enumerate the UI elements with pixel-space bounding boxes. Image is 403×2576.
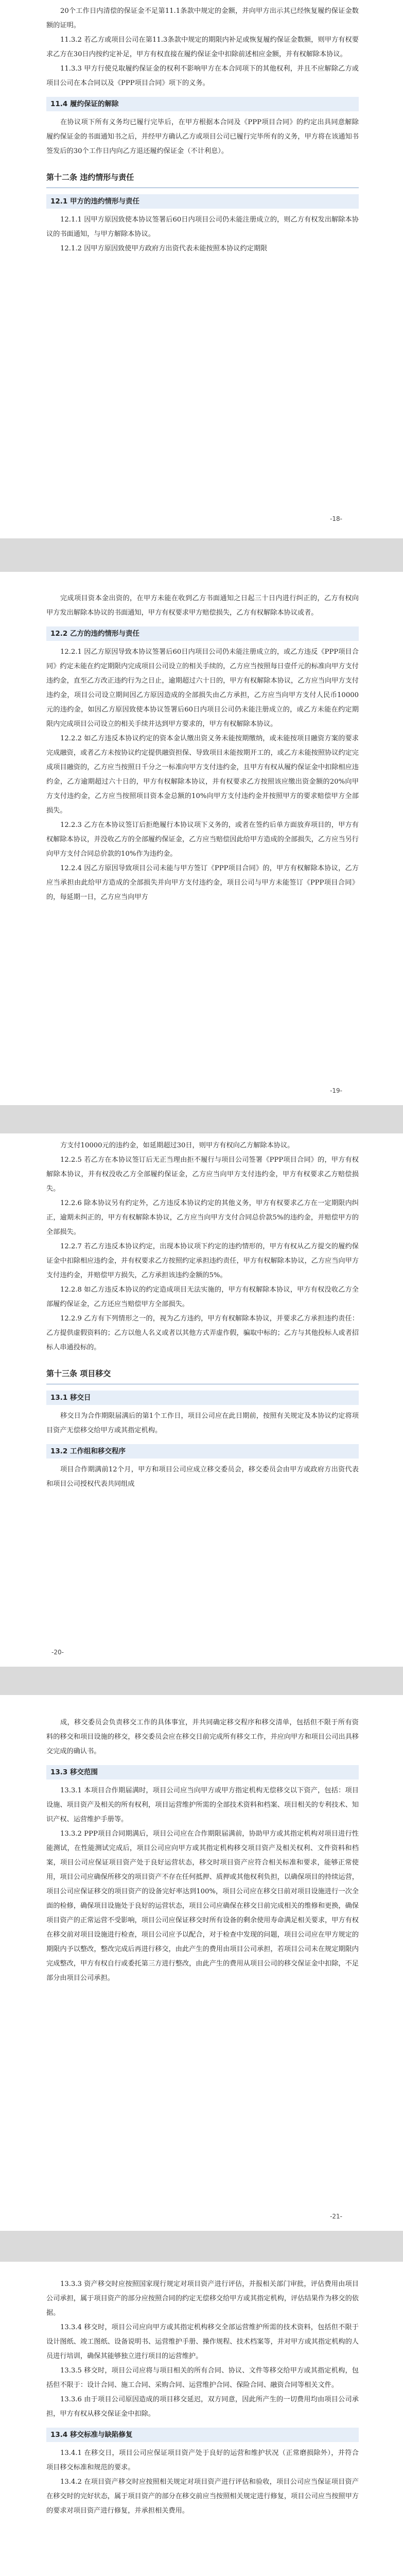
paragraph: 12.2.5 若乙方在本协议签订后无正当理由拒不履行与项目公司签署《PPP项目合同》的，甲方有权解除本协议，并有权没收乙方全部履约保证金，乙方应当向甲方支付违约金，甲方有权要求乙方赔偿损失。 [46,1156,359,1193]
page-number: -19- [330,1087,342,1094]
paragraph: 12.2.1 因乙方原因导致本协议签署后60日内项目公司仍未能注册成立的，或乙方违反《PPP项目合同》约定未能在约定期限内完成项目公司设立的相关手续的，乙方应当按照每日壹仟元的标准向甲方支付违约金，直至乙方改正违约行为之日止，逾期超过六十日的，甲方有权解除本协议，乙方应当向甲方支付违约金，项目公司设立期间因乙方原因造成的全部损失由乙方承担，乙方应当向甲方支付人民币10000元的违约金，如因乙方原因致使本协议签署后60日内项目公司仍未能注册成立的，或乙方未能在约定期限内完成项目公司设立的相关手续并达到甲方要求的，甲方有权解除本协议。 [46,648,359,728]
page-content [46,591,359,905]
section-heading: 13.1 移交日 [46,1391,359,1405]
paragraph: 13.3.3 资产移交时应按照国家现行规定对项目资产进行评估，并报相关部门审批，评估费用由项目公司承担，属于项目资产的部分应按照合同的约定无偿移交给甲方或其指定机构，评估结果作为移交的依据。 [46,2280,359,2317]
paragraph: 移交日为合作期限届满后的第1个工作日，项目公司应在此日期前，按照有关规定及本协议约定将项目资产无偿移交给甲方或其指定机构。 [46,1412,359,1434]
paragraph: 12.1.1 因甲方原因致使本协议签署后60日内项目公司仍未能注册成立的，则乙方有权发出解除本协议的书面通知，与甲方解除本协议。 [46,216,359,238]
paragraph: 13.3.2 PPP项目合同期满后，项目公司应在合作期限届满前，协助甲方或其指定机构对项目进行性能测试，在性能测试完成后，项目公司应向甲方或其指定机构移交项目资产及相关权利、文件资料和档案，项目公司应保证项目资产处于良好运营状态，移交时项目资产应符合相关标准和要求，能够正常使用，项目公司应确保所移交的项目资产不存在任何抵押、质押或其他权利负担，以确保项目的持续运营，项目公司应保证移交的项目资产的设备完好率达到100%，项目公司应在移交日前对项目设施进行一次全面的检修，确保项目设施处于良好的运营状态，项目公司应确保在移交日前完成相关的维修和更换，确保项目资产的正常运营不受影响，项目公司应保证移交时所有设备的剩余使用寿命满足相关要求，甲方有权在移交前对项目设施进行检查，项目公司应予以配合，对于检查中发现的问题，项目公司应在甲方规定的期限内予以整改，整改完成后再进行移交，由此产生的费用由项目公司承担，若项目公司未在规定期限内完成整改，甲方有权自行或委托第三方进行整改，由此产生的费用从项目公司的移交保证金中扣除，不足部分由项目公司承担。 [46,1830,359,1982]
chapter-heading: 第十二条 违约情形与责任 [46,173,134,182]
document-page-3 [0,1133,403,1667]
paragraph: 在协议项下所有义务均已履行完毕后，在甲方根据本合同及《PPP项目合同》的约定出具同意解除履约保证金的书面通知书之后，并经甲方确认乙方或项目公司已履行完毕所有的义务，甲方将在该通知书签发后的30个工作日内向乙方退还履约保证金（不计利息）。 [46,118,359,155]
paragraph: 12.2.3 乙方在本协议签订后拒绝履行本协议项下义务的，或者在签约后单方面放弃项目的，甲方有权解除本协议，并没收乙方的全部履约保证金，乙方应当赔偿因此给甲方造成的全部损失，乙方应当另行向甲方支付合同总价款的10%作为违约金。 [46,821,359,858]
paragraph: 项目合作期满前12个月，甲方和项目公司应成立移交委员会，移交委员会由甲方或政府方出资代表和项目公司授权代表共同组成 [46,1466,359,1488]
paragraph: 成，移交委员会负责移交工作的具体事宜，并共同确定移交程序和移交清单，包括但不限于所有资料的移交和项目设施的移交，移交委员会应在移交日前完成所有移交工作，并应向甲方和项目公司出具移交完成的确认书。 [46,1719,359,1755]
chapter-heading: 第十三条 项目移交 [46,1369,111,1378]
paragraph: 完成项目资本金出资的，在甲方未能在收到乙方书面通知之日起三十日内进行纠正的，乙方有权向甲方发出解除本协议的书面通知，甲方有权要求甲方赔偿损失，乙方有权解除本协议或者。 [46,595,359,617]
document-page-5 [0,2262,403,2576]
paragraph: 20个工作日内清偿的保证金不足第11.1条款中规定的金额，并向甲方出示其已经恢复履约保证金数额的证明。 [46,7,359,29]
paragraph: 11.3.2 若乙方或项目公司在第11.3条款中规定的期限内补足或恢复履约保证金数额，则甲方有权要求乙方在30日内按约定补足，甲方有权直接在履约保证金中扣除前述相应金额，并有权解除本协议。 [46,36,359,58]
paragraph: 13.3.6 由于项目公司原因造成的项目移交延迟，双方同意，因此所产生的一切费用均由项目公司承担，甲方有权从移交保证金中扣除。 [46,2396,359,2418]
document-page-2 [0,572,403,1105]
paragraph: 11.3.3 甲方行使兑取履约保证金的权利不影响甲方在本合同项下的其他权利，并且不应解除乙方或项目公司在本合同以及《PPP项目合同》项下的义务。 [46,65,359,87]
paragraph: 12.2.2 如乙方违反本协议约定的资本金认缴出资义务未能按期缴纳，或未能按项目融资方案的要求完成融资，或者乙方未按协议约定提供融资担保、导致项目未能按期开工的，或乙方未能按照协议约定完成项目融资的，乙方应当按照日千分之一标准向甲方支付违约金，且甲方有权从履约保证金中扣除相应违约金，乙方逾期超过六十日的，甲方有权解除本协议，并有权要求乙方按照该应缴出资金额的20%向甲方支付违约金，乙方应当按照项目资本金总额的10%向甲方支付违约金并按照甲方的要求赔偿甲方全部损失。 [46,735,359,815]
page-number: -21- [330,2213,342,2220]
paragraph: 12.2.8 如乙方违反本协议的约定造成项目无法实施的，甲方有权解除本协议，甲方有权没收乙方全部履约保证金，乙方还应当赔偿甲方全部损失。 [46,1286,359,1308]
paragraph: 13.3.4 移交时，项目公司应向甲方或其指定机构移交全部运营维护所需的技术资料，包括但不限于设计图纸、竣工图纸、设备说明书、运营维护手册、操作规程、技术档案等，并对甲方或其指定机构的人员进行培训，确保其能够独立进行项目的运营维护。 [46,2324,359,2360]
paragraph: 12.2.7 若乙方违反本协议约定，出现本协议项下约定的违约情形的，甲方有权从乙方提交的履约保证金中扣除相应违约金，并有权要求乙方按照约定承担违约责任，甲方有权解除本协议，乙方应当向甲方支付违约金，并赔偿甲方损失，乙方承担该违约金额的5%。 [46,1243,359,1279]
paragraph: 12.2.6 除本协议另有约定外，乙方违反本协议约定的其他义务，甲方有权要求乙方在一定期限内纠正，逾期未纠正的，甲方有权解除本协议，乙方应当向甲方支付合同总价款5%的违约金，并赔偿甲方的全部损失。 [46,1199,359,1236]
paragraph: 方支付10000元的违约金，如延期超过30日，则甲方有权向乙方解除本协议。 [60,1142,294,1149]
paragraph: 13.3.5 移交时，项目公司应将与项目相关的所有合同、协议、文件等移交给甲方或其指定机构，包括但不限于：设计合同、施工合同、采购合同、运营维护合同、保险合同、融资合同等相关文件。 [46,2367,359,2389]
paragraph: 13.3.1 本项目合作期届满时，项目公司应当向甲方或甲方指定机构无偿移交以下资产，包括：项目设施、项目资产及相关的所有权利，项目运营维护所需的全部技术资料和档案、项目相关的专利技术、知识产权、运营维护手册等。 [46,1787,359,1823]
page-number: -20- [51,1649,64,1656]
page-content [46,1139,359,1492]
section-heading: 12.1 甲方的违约情形与责任 [46,194,359,209]
section-heading: 12.2 乙方的违约情形与责任 [46,626,359,641]
paragraph: 12.1.2 因甲方原因致使甲方政府方出资代表未能按照本协议约定期限 [60,245,268,252]
section-heading: 13.4 移交标准与缺陷修复 [46,2428,359,2442]
page-number: -18- [330,515,342,522]
section-heading: 11.4 履约保证的解除 [46,97,359,111]
section-heading: 13.3 移交范围 [46,1765,359,1780]
document-page-1 [0,0,403,538]
paragraph: 13.4.1 在移交日，项目公司应保证项目资产处于良好的运营和维护状况（正常磨损除外），并符合项目移交标准和规范的要求。 [46,2449,359,2471]
page-content [46,1716,359,1986]
paragraph: 12.2.9 乙方有下列情形之一的，视为乙方违约，甲方有权解除本协议，并要求乙方承担违约责任：乙方提供虚假资料的；乙方以他人名义或者以其他方式弄虚作假，骗取中标的；乙方与其他投标人或者招标人串通投标的。 [46,1315,359,1351]
page-content [46,4,359,256]
page-content [46,2277,359,2518]
section-heading: 13.2 工作组和移交程序 [46,1444,359,1459]
paragraph: 12.2.4 因乙方原因导致项目公司未能与甲方签订《PPP项目合同》的，甲方有权解除本协议，乙方应当承担由此给甲方造成的全部损失并向甲方支付违约金，项目公司与甲方未能签订《PPP项目合同》的，每延期一日，乙方应当向甲方 [46,865,359,901]
document-page-4 [0,1695,403,2231]
paragraph: 13.4.2 在项目资产移交时应按照相关规定对项目资产进行评估和验收，项目公司应当保证项目资产在移交时的完好状态，属于项目资产的部分在移交前应当按照相关规定进行修复，项目公司应当按照甲方的要求对项目资产进行修复，并承担相关费用。 [46,2478,359,2515]
